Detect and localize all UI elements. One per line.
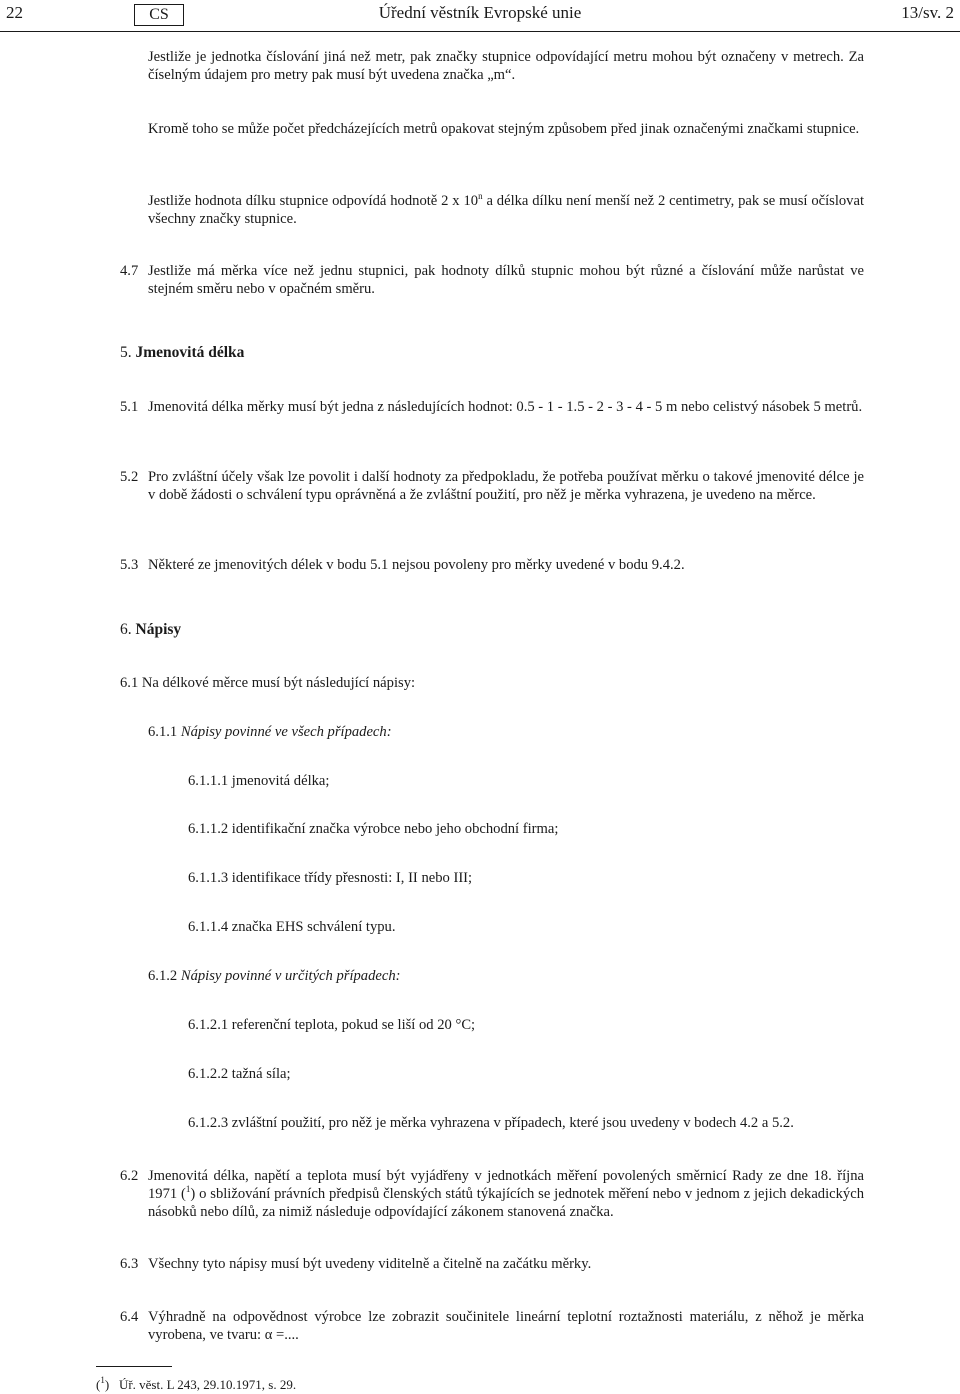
paragraph-numbering: Jestliže hodnota dílku stupnice odpovídá hodnotě 2 x 10$^n$ a délka dílku není menší než 2 centimetry, pak se musí očíslovat všechny značky stupnice. [148, 191, 865, 227]
paragraph-repeat: Kromě toho se může počet předcházejících metrů opakovat stejným způsobem před jinak označenými značkami stupnice. [148, 121, 860, 137]
section-6-2: 6.2 Jmenovitá délka, napětí a teplota musí být vyjádřeny v jednotkách měření povolených směrnicí Rady ze dne 18. října 1971 ($^1$) o sbližování právních předpisů členských států týkajících se jednotek měření nebo v jednom z jejich dekadických násobků nebo dílů, za nimiž následuje odpovídající zákonem stanovená značka. [120, 1168, 864, 1220]
issue-number: 13/sv. 2 [901, 3, 954, 22]
journal-title: Úřední věstník Evropské unie [378, 3, 582, 22]
section-6-1-2: 6.1.2 Nápisy povinné v určitých případech: [148, 968, 401, 984]
section-5-3: 5.3 Některé ze jmenovitých délek v bodu 5.1 nejsou povoleny pro měrky uvedené v bodu 9.4.2. [120, 557, 685, 573]
item-6-1-2-3: 6.1.2.3 zvláštní použití, pro něž je měrka vyhrazena v případech, které jsou uvedeny v bodech 4.2 a 5.2. [188, 1115, 794, 1131]
paragraph-units: Jestliže je jednotka číslování jiná než metr, pak značky stupnice odpovídající metru mohou být označeny v metrech. Za číselným údajem pro metry pak musí být uvedena značka „m“. [148, 49, 864, 83]
footnote-mark: 1 [100, 1375, 105, 1385]
section-5-1: 5.1 Jmenovitá délka měrky musí být jedna z následujících hodnot: 0.5 - 1 - 1.5 - 2 - 3 - 4 - 5 m nebo celistvý násobek 5 metrů. [120, 399, 863, 415]
item-6-1-1-2: 6.1.1.2 identifikační značka výrobce nebo jeho obchodní firma; [188, 821, 559, 837]
section-number: 6.4 [120, 1309, 139, 1325]
item-6-1-1-4: 6.1.1.4 značka EHS schválení typu. [188, 919, 396, 935]
section-number: 5.3 [120, 557, 139, 573]
language-badge: CS [134, 4, 184, 26]
item-6-1-1-1: 6.1.1.1 jmenovitá délka; [188, 773, 330, 789]
heading-5: 5. Jmenovitá délka [120, 344, 245, 361]
heading-6: 6. Nápisy [120, 621, 182, 638]
footnote: ($^1$) Úř. věst. L 243, 29.10.1971, s. 29. [96, 1375, 297, 1392]
section-6-1: 6.1 Na délkové měrce musí být následující nápisy: [120, 675, 416, 691]
section-6-4: 6.4 Výhradně na odpovědnost výrobce lze zobrazit součinitele lineární teplotní roztažnosti materiálu, z něhož je měrka vyrobena, ve tvaru: α =.... [120, 1309, 864, 1343]
section-5-2: 5.2 Pro zvláštní účely však lze povolit i další hodnoty za předpokladu, že potřeba používat měrku o takové jmenovité délce je v době žádosti o schválení typu oprávněná a že zvláštní použití, pro něž je měrka vyhrazena, je uvedeno na měrce. [120, 469, 864, 503]
item-6-1-2-1: 6.1.2.1 referenční teplota, pokud se liší od 20 °C; [188, 1017, 476, 1033]
section-6-3: 6.3 Všechny tyto nápisy musí být uvedeny viditelně a čitelně na začátku měrky. [120, 1256, 592, 1272]
section-number: 6.3 [120, 1256, 139, 1272]
section-number: 5.2 [120, 469, 139, 485]
footnote-reference: 1 [185, 1184, 191, 1194]
section-4-7: 4.7 Jestliže má měrka více než jednu stupnici, pak hodnoty dílků stupnic mohou být různé a číslování může narůstat ve stejném směru nebo v opačném směru. [120, 263, 864, 297]
section-number: 4.7 [120, 263, 139, 279]
section-number: 5.1 [120, 399, 139, 415]
footnote-rule [96, 1366, 172, 1367]
item-6-1-1-3: 6.1.1.3 identifikace třídy přesnosti: I, II nebo III; [188, 870, 473, 886]
header-rule [0, 31, 960, 32]
superscript-n: n [478, 191, 483, 201]
section-number: 6.2 [120, 1168, 139, 1184]
section-6-1-1: 6.1.1 Nápisy povinné ve všech případech: [148, 724, 392, 740]
page-header [0, 0, 960, 34]
page-number: 22 [6, 3, 23, 22]
item-6-1-2-2: 6.1.2.2 tažná síla; [188, 1066, 291, 1082]
